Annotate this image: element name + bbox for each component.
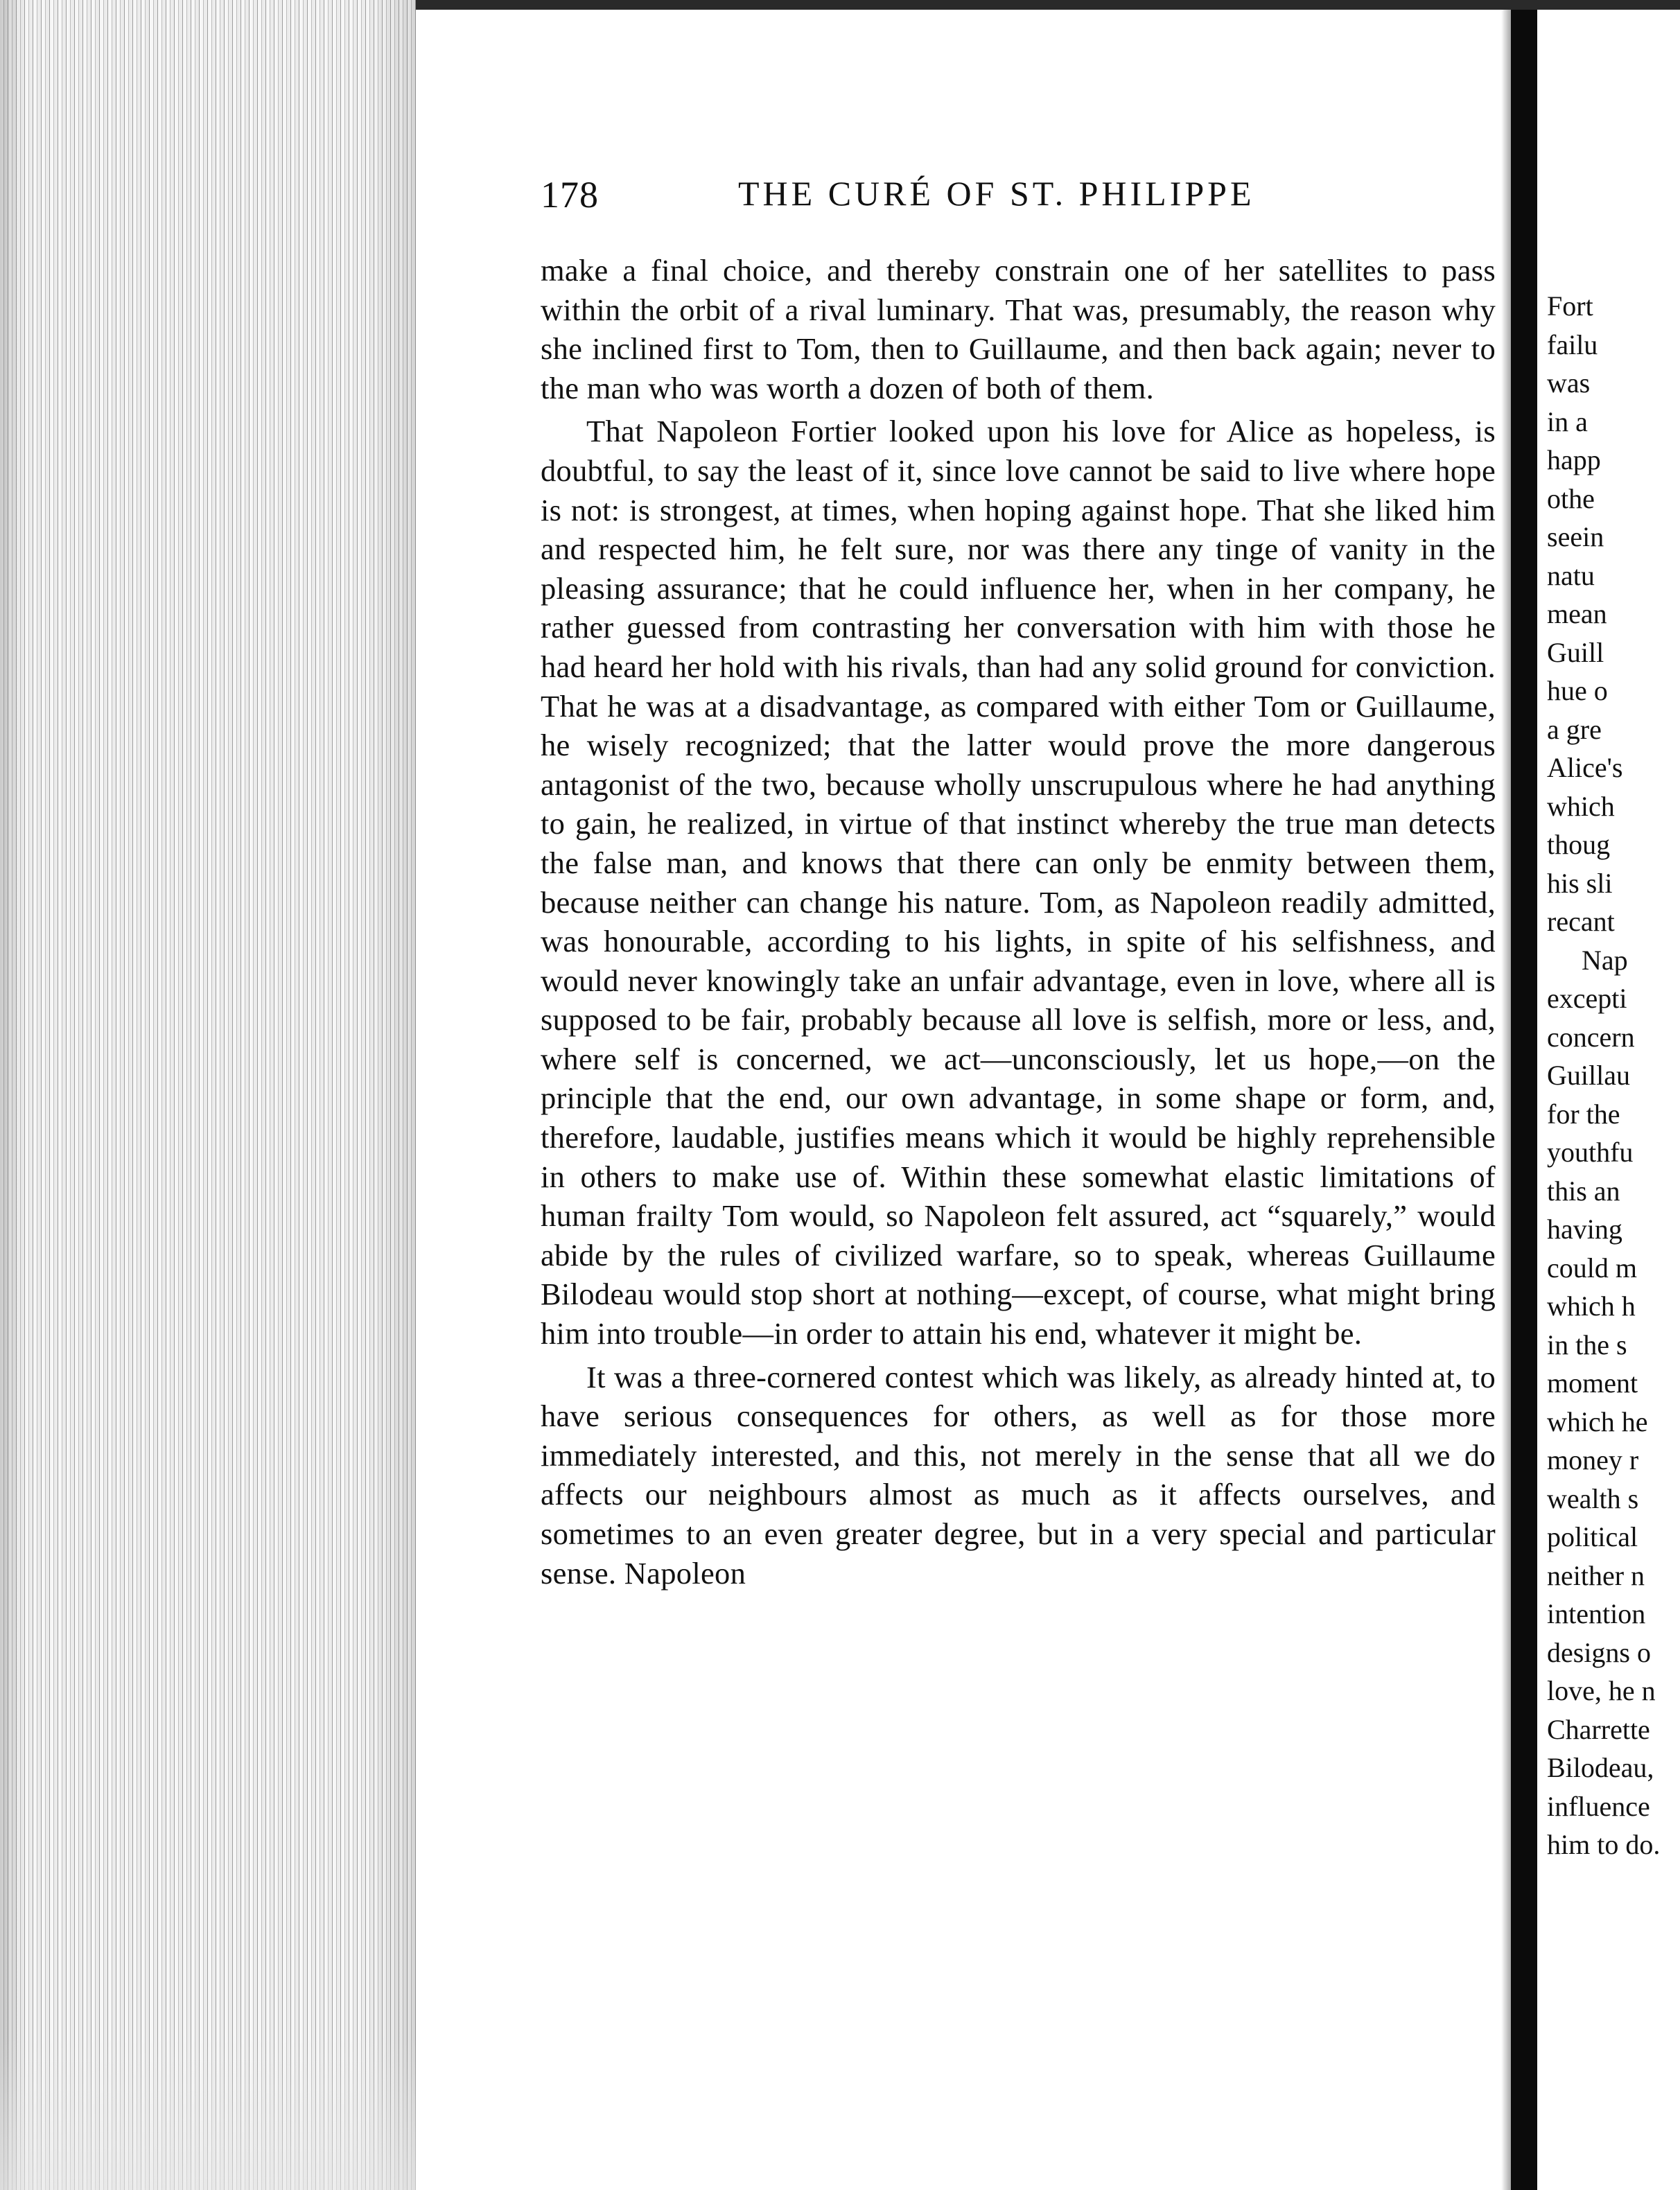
paragraph: It was a three-cornered contest which was likely, as already hinted at, to have serious consequences for others, as well as for those more immediately interested, and this, not merely in the sense that all we do affects our neighbours almost as much as it affects ourselves, and sometimes to an even greater degree, but in a very special and particular sense. Napoleon — [541, 1359, 1496, 1591]
facing-line: money r — [1547, 1444, 1639, 1475]
facing-line: mean — [1547, 598, 1607, 629]
facing-page — [1537, 10, 1680, 2190]
facing-line: which h — [1547, 1290, 1636, 1322]
facing-line: influence — [1547, 1790, 1650, 1822]
facing-line: having — [1547, 1214, 1622, 1245]
facing-line: thoug — [1547, 829, 1611, 860]
facing-page-text — [1547, 287, 1680, 1864]
facing-line: Bilodeau, — [1547, 1752, 1654, 1783]
running-head — [541, 173, 1317, 229]
facing-line: wealth s — [1547, 1482, 1639, 1514]
facing-line: could m — [1547, 1252, 1637, 1284]
facing-line: was — [1547, 367, 1591, 398]
facing-line: moment — [1547, 1367, 1638, 1399]
facing-line: political — [1547, 1521, 1638, 1552]
facing-line: Guillau — [1547, 1060, 1630, 1091]
facing-line: him to do. — [1547, 1829, 1661, 1860]
facing-line: for the — [1547, 1098, 1620, 1130]
facing-line: Fort — [1547, 290, 1593, 322]
facing-line: which he — [1547, 1405, 1648, 1437]
facing-line: Alice's — [1547, 752, 1623, 783]
facing-line: concern — [1547, 1021, 1635, 1053]
facing-line: Guill — [1547, 636, 1604, 668]
running-title: THE CURÉ OF ST. PHILIPPE — [738, 174, 1255, 213]
facing-line: his sli — [1547, 867, 1613, 899]
facing-line: which — [1547, 790, 1615, 822]
facing-line: designs o — [1547, 1636, 1651, 1668]
paragraph: That Napoleon Fortier looked upon his love for Alice as hopeless, is doubtful, to say the least of it, since love cannot be said to live where hope is not: is strongest, at times, when hoping against hope. That she liked him and respected him, he felt sure, nor was there any tinge of vanity in the pleasing assurance; that he could influence her, when in her company, he rather guessed from contrasting her conversation with him with those he had heard her hold with his rivals, than had any solid ground for conviction. That he was at a disadvantage, as compared with either Tom or Guillaume, he wisely recognized; that the latter would prove the more dangerous antagonist of the two, because wholly unscrupulous where he had anything to gain, he realized, in virtue of that instinct whereby the true man detects the false man, and knows that there can only be enmity between them, because neither can change his nature. Tom, as Napoleon readily admitted, was honourable, according to his lights, in spite of his selfishness, and would never knowingly take an unfair advantage, even in love, where all is supposed to be fair, probably because all love is selfish, more or less, and, where self is concerned, we act—unconsciously, let us hope,—on the principle that the end, our own advantage, in some shape or form, and, therefore, laudable, justifies means which it would be highly reprehensible in others to make use of. Within these somewhat elastic limitations of human frailty Tom would, so Napoleon felt assured, act “squarely,” would abide by the rules of civilized warfare, so to speak, whereas Guillaume Bilodeau would stop short at nothing—except, of course, what might bring him into trouble—in order to attain his end, whatever it might be. — [541, 414, 1496, 1351]
facing-line: in a — [1547, 405, 1588, 437]
facing-line: failu — [1547, 328, 1598, 360]
facing-line: youthfu — [1547, 1137, 1634, 1168]
facing-line: recant — [1547, 906, 1615, 937]
facing-line: excepti — [1547, 983, 1627, 1014]
page-edges-shadow — [0, 2038, 416, 2190]
facing-line: in the s — [1547, 1329, 1627, 1360]
facing-line: neither n — [1547, 1559, 1645, 1591]
stacked-page-edges — [0, 0, 416, 2190]
facing-line: love, he n — [1547, 1675, 1656, 1706]
facing-line: intention — [1547, 1598, 1646, 1629]
facing-line: seein — [1547, 521, 1604, 552]
body-text — [541, 251, 1496, 1593]
book-gutter — [1511, 10, 1537, 2190]
facing-line: this an — [1547, 1175, 1620, 1207]
paragraph: make a final choice, and thereby constrain one of her satellites to pass within the orbit of a rival luminary. That was, presumably, the reason why she inclined first to Tom, then to Guillaume, and then back again; never to the man who was worth a dozen of both of them. — [541, 253, 1496, 405]
page-number: 178 — [541, 174, 599, 216]
facing-line: a gre — [1547, 713, 1602, 745]
facing-line: hue o — [1547, 675, 1608, 706]
facing-line: Nap — [1582, 944, 1628, 976]
facing-line: Charrette — [1547, 1713, 1650, 1745]
facing-line: othe — [1547, 482, 1595, 514]
facing-line: happ — [1547, 444, 1601, 475]
facing-line: natu — [1547, 559, 1595, 591]
